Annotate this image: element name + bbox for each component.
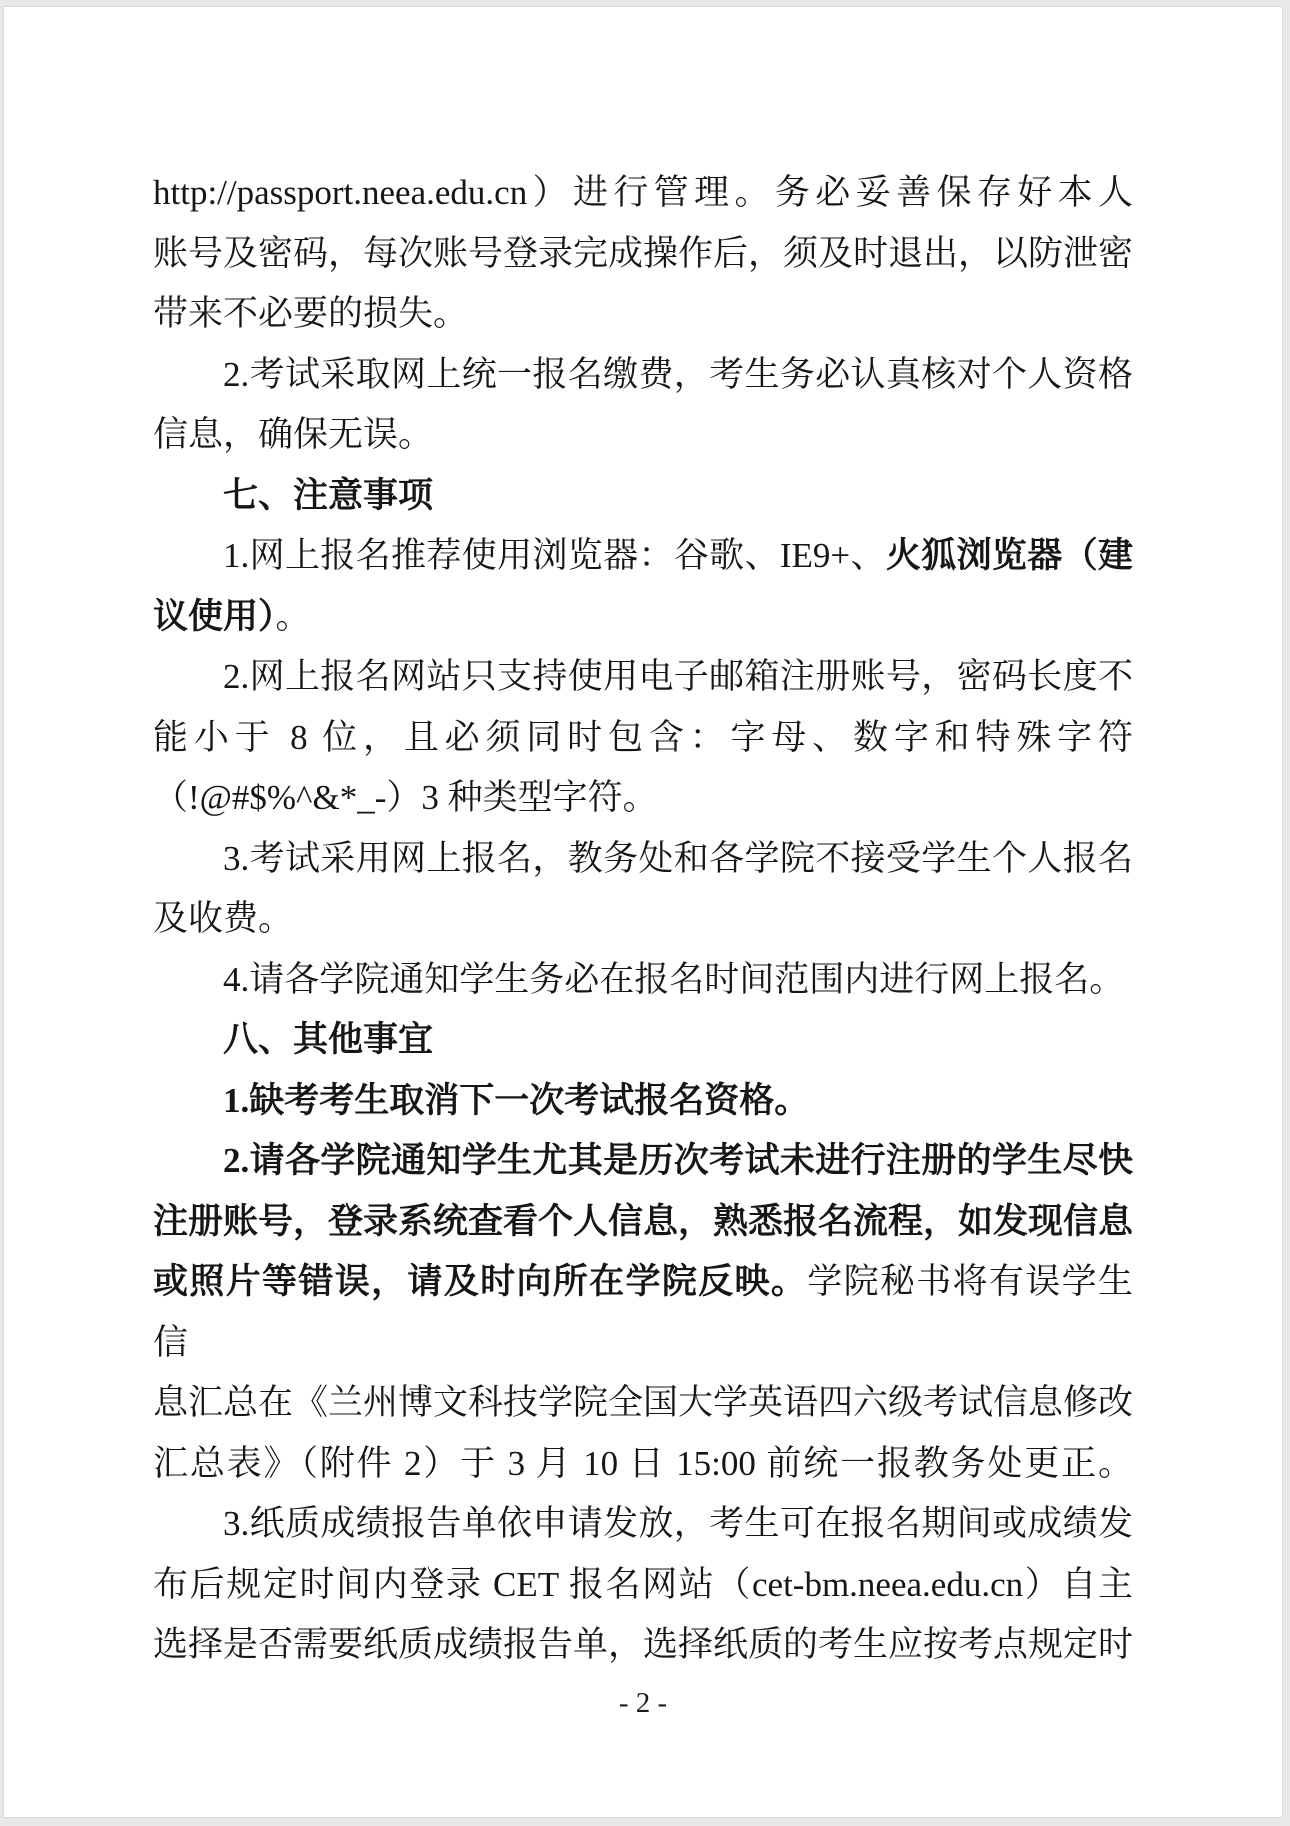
heading-text: 八、其他事宜 bbox=[223, 1020, 434, 1059]
text-line bbox=[153, 526, 1133, 587]
text-segment: 及收费。 bbox=[153, 899, 294, 938]
text-line bbox=[153, 587, 1133, 648]
text-segment: 账号及密码，每次账号登录完成操作后，须及时退出，以防泄密 bbox=[153, 233, 1134, 273]
text-segment: 能小于 8 位，且必须同时包含：字母、数字和特殊字符 bbox=[153, 717, 1133, 757]
text-segment: 信息，确保无误。 bbox=[153, 415, 434, 454]
text-segment: http://passport.neea.edu.cn）进行管理。务必妥善保存好本人 bbox=[153, 173, 1133, 212]
section-heading bbox=[153, 1010, 1133, 1071]
text-segment: 。 bbox=[275, 596, 311, 636]
text-segment: 2.考试采取网上统一报名缴费，考生务必认真核对个人资格 bbox=[223, 354, 1133, 394]
text-segment: 1.缺考考生取消下一次考试报名资格。 bbox=[223, 1080, 810, 1120]
text-line bbox=[153, 829, 1133, 890]
text-line bbox=[153, 405, 1133, 466]
text-segment: 1.网上报名推荐使用浏览器：谷歌、IE9+、 bbox=[223, 536, 886, 575]
text-line bbox=[153, 1434, 1133, 1495]
text-segment: 2.网上报名网站只支持使用电子邮箱注册账号，密码长度不 bbox=[223, 657, 1133, 696]
text-segment: 火狐浏览器（建 bbox=[885, 536, 1133, 575]
text-segment: 注册账号，登录系统查看个人信息，熟悉报名流程，如发现信息 bbox=[153, 1201, 1134, 1241]
text-line bbox=[153, 284, 1133, 345]
text-line bbox=[153, 1192, 1133, 1253]
text-line bbox=[153, 163, 1133, 224]
text-line bbox=[153, 1071, 1133, 1132]
text-line bbox=[153, 1131, 1133, 1192]
text-segment: （!@#$%^&*_-）3 种类型字符。 bbox=[153, 778, 658, 817]
text-line bbox=[153, 1555, 1133, 1616]
text-line bbox=[153, 345, 1133, 406]
text-line bbox=[153, 768, 1133, 829]
document-page bbox=[3, 6, 1283, 1818]
text-line bbox=[153, 1494, 1133, 1555]
text-line bbox=[153, 224, 1133, 285]
text-segment: 4.请各学院通知学生务必在报名时间范围内进行网上报名。 bbox=[223, 959, 1125, 999]
text-segment: 汇总表》（附件 2）于 3 月 10 日 15:00 前统一报教务处更正。 bbox=[153, 1443, 1133, 1483]
text-segment: 议使用） bbox=[153, 596, 276, 636]
text-segment: 带来不必要的损失。 bbox=[153, 294, 469, 333]
page-number: - 2 - bbox=[618, 1687, 668, 1719]
text-line bbox=[153, 647, 1133, 708]
text-segment: 3.纸质成绩报告单依申请发放，考生可在报名期间或成绩发 bbox=[223, 1504, 1133, 1543]
text-segment: 学院秘书将有误学生信 bbox=[153, 1262, 1133, 1362]
heading-text: 七、注意事项 bbox=[223, 475, 434, 515]
text-segment: 布后规定时间内登录 CET 报名网站（cet-bm.neea.edu.cn）自主 bbox=[153, 1564, 1133, 1604]
section-heading bbox=[153, 466, 1133, 527]
document-body bbox=[153, 163, 1133, 1676]
text-segment: 息汇总在《兰州博文科技学院全国大学英语四六级考试信息修改 bbox=[153, 1383, 1134, 1422]
text-segment: 3.考试采用网上报名，教务处和各学院不接受学生个人报名 bbox=[223, 838, 1133, 878]
text-line bbox=[153, 889, 1133, 950]
text-segment: 或照片等错误，请及时向所在学院反映。 bbox=[153, 1262, 808, 1301]
text-line bbox=[153, 950, 1133, 1011]
text-line bbox=[153, 1615, 1133, 1676]
text-line bbox=[153, 1373, 1133, 1434]
text-line bbox=[153, 708, 1133, 769]
text-segment: 选择是否需要纸质成绩报告单，选择纸质的考生应按考点规定时 bbox=[153, 1625, 1134, 1664]
text-segment: 2.请各学院通知学生尤其是历次考试未进行注册的学生尽快 bbox=[223, 1141, 1133, 1180]
text-line bbox=[153, 1252, 1133, 1373]
